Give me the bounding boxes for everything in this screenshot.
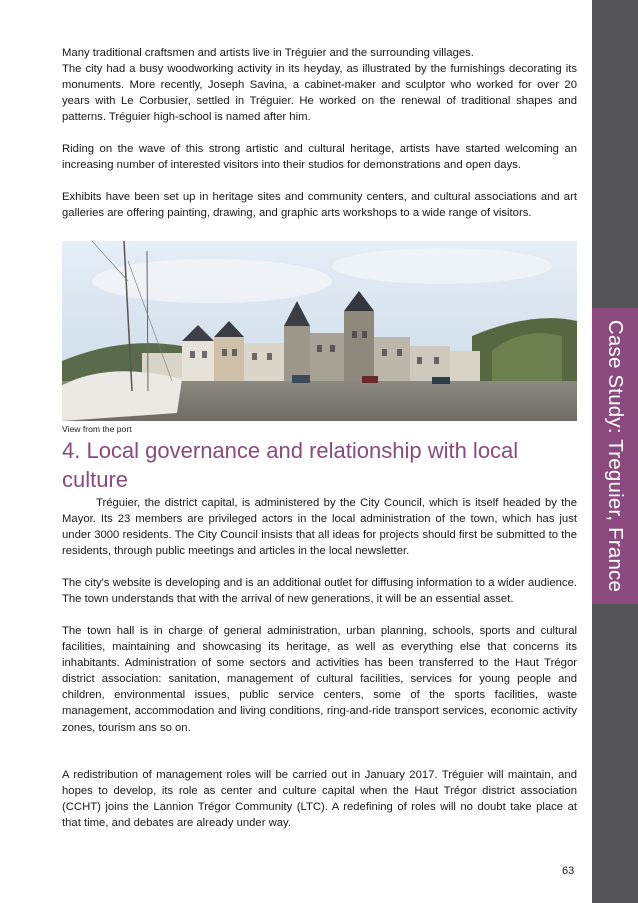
page-number: 63	[562, 865, 575, 877]
intro-paragraph-2: The city had a busy woodworking activity in its heyday, as illustrated by the furnishings decorating its monuments. More recently, Joseph Savina, a cabinet-maker and sculptor who worked for over 20 years with Le Corbusier, settled in Tréguier. He worked on the renewal of traditional shapes and patterns. Tréguier high-school is named after him.	[62, 63, 577, 124]
section-paragraph-4: A redistribution of management roles will be carried out in January 2017. Tréguier will maintain, and hopes to develop, its role as center and culture capital when the Haut Trégor district association (CCHT) joins the Lannion Trégor Community (LTC). A redefining of roles will no doubt take place at that time, and debates are already under way.	[62, 769, 577, 830]
intro-paragraph-1: Many traditional craftsmen and artists live in Tréguier and the surrounding villages.	[62, 47, 474, 59]
intro-paragraph-4: Exhibits have been set up in heritage sites and community centers, and cultural associations and art galleries are offering painting, drawing, and graphic arts workshops to a wide range of visitors.	[62, 191, 577, 220]
section-paragraph-2: The city's website is developing and is an additional outlet for diffusing information to a wider audience. The town understands that with the arrival of new generations, it will be an essential asset.	[62, 577, 577, 606]
section-paragraph-3: The town hall is in charge of general administration, urban planning, schools, sports and cultural facilities, maintaining and showcasing its heritage, as well as everything else that concerns its inhabitants. Administration of some sectors and activities has been transferred to the Haut Trégor district association: sanitation, management of cultural facilities, services for young people and children, environmental issues, public service centers, some of the sports facilities, waste management, accommodation and living conditions, ring-and-ride transport services, economic activity zones, tourism ans so on.	[62, 625, 577, 734]
chapter-tab-label: Case Study: Treguier, France	[604, 319, 627, 593]
section-heading: 4. Local governance and relationship with local culture	[62, 438, 519, 492]
section-paragraph-1: Tréguier, the district capital, is administered by the City Council, which is itself headed by the Mayor. Its 23 members are privileged actors in the local administration of the town, which has just under 3000 residents. The City Council insists that all ideas for projects should first be submitted to the residents, through public meetings and articles in the local newsletter.	[62, 497, 577, 558]
port-photo	[62, 241, 577, 421]
photo-caption: View from the port	[62, 424, 132, 434]
intro-paragraph-3: Riding on the wave of this strong artistic and cultural heritage, artists have started welcoming an increasing number of interested visitors into their studios for demonstrations and open days.	[62, 143, 577, 172]
